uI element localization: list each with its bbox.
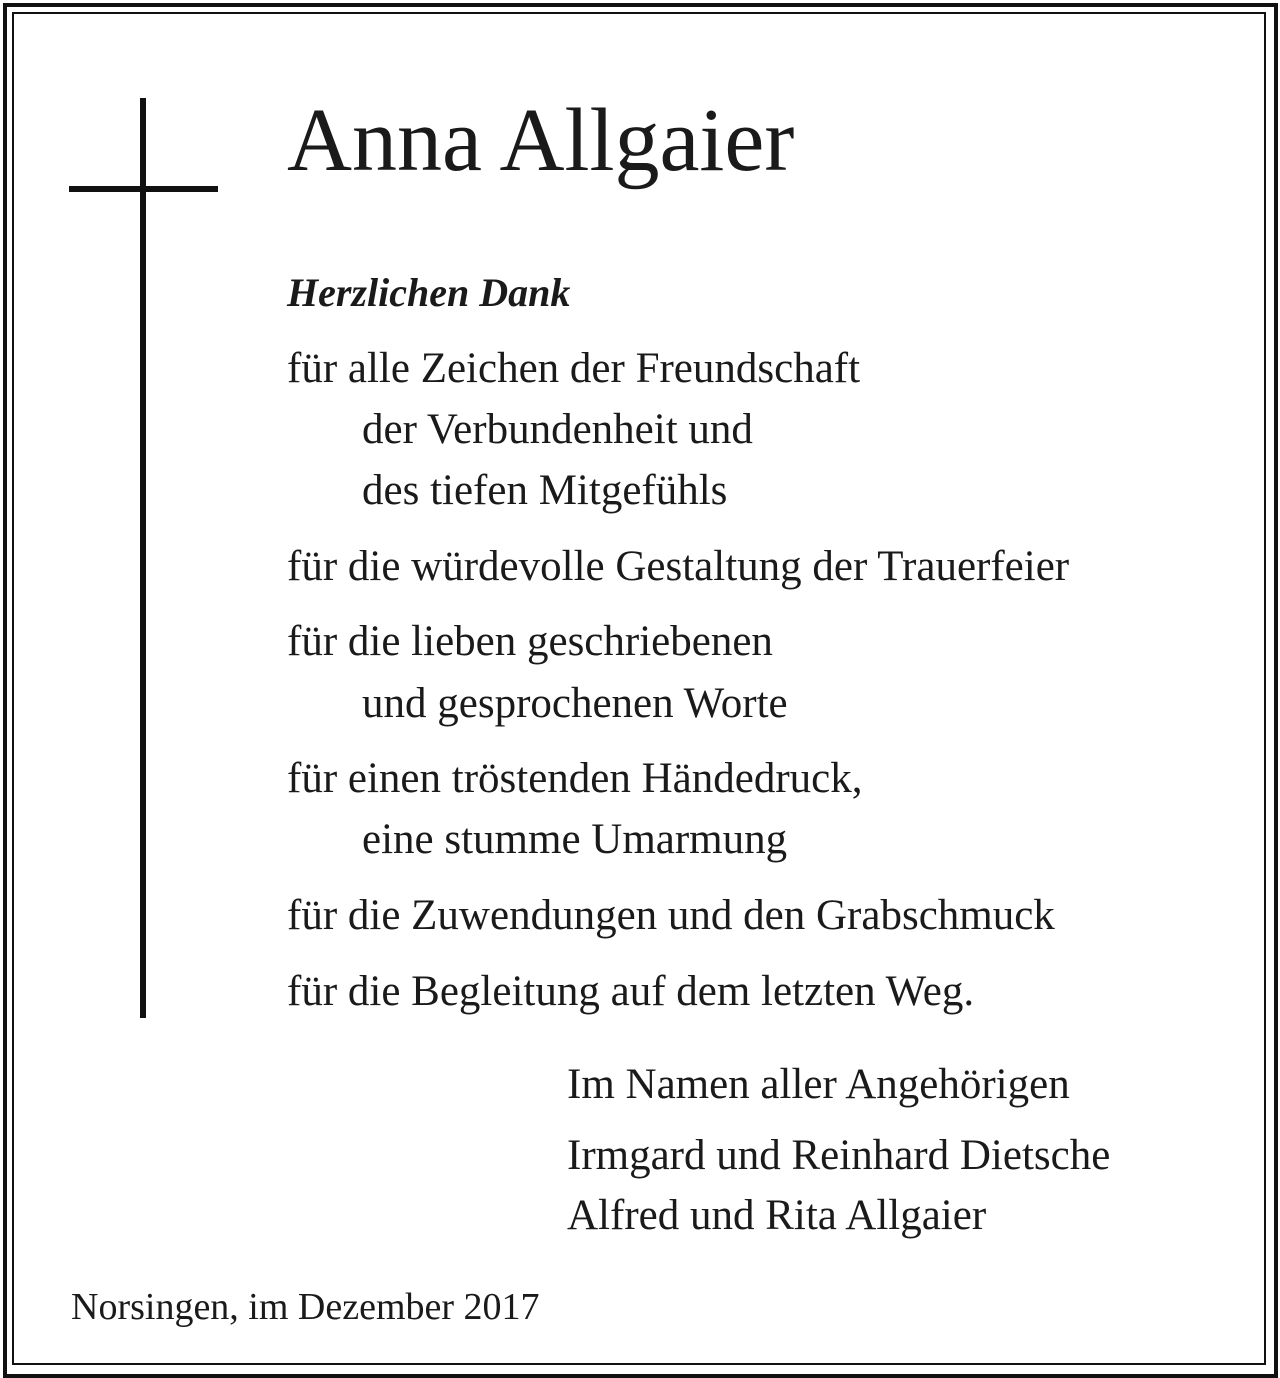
thanks-line: für alle Zeichen der Freundschaft [287, 345, 861, 392]
thanks-line: eine stumme Umarmung [362, 816, 788, 863]
thanks-heading: Herzlichen Dank [287, 270, 571, 315]
thanks-line: für einen tröstenden Händedruck, [287, 755, 863, 802]
cross-vertical-bar [140, 98, 146, 1018]
cross-horizontal-bar [69, 186, 218, 192]
thanks-line: der Verbundenheit und [362, 406, 753, 453]
signature-name: Alfred und Rita Allgaier [567, 1192, 987, 1239]
thanks-line: für die Begleitung auf dem letzten Weg. [287, 968, 975, 1015]
thanks-line: für die lieben geschriebenen [287, 618, 773, 665]
thanks-line: des tiefen Mitgefühls [362, 467, 728, 514]
thanks-line: für die Zuwendungen und den Grabschmuck [287, 892, 1055, 939]
deceased-name: Anna Allgaier [287, 91, 795, 190]
thanks-line: für die würdevolle Gestaltung der Trauerfeier [287, 543, 1070, 590]
signature-intro: Im Namen aller Angehörigen [567, 1061, 1070, 1108]
place-date: Norsingen, im Dezember 2017 [71, 1286, 540, 1328]
thanks-line: und gesprochenen Worte [362, 680, 788, 727]
signature-name: Irmgard und Reinhard Dietsche [567, 1132, 1111, 1179]
